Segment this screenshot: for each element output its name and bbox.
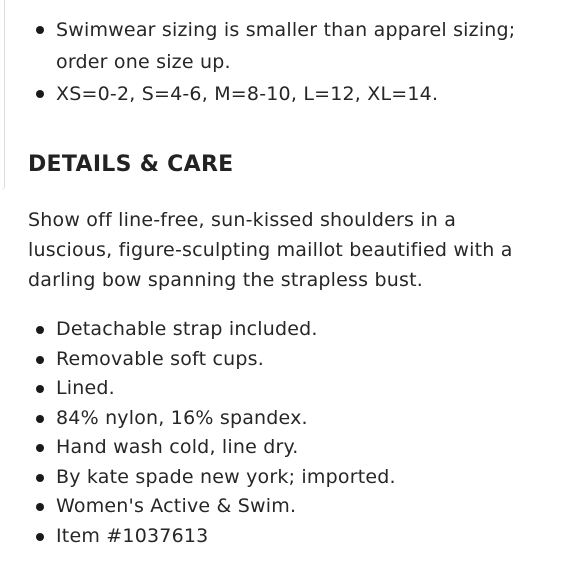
list-item: Item #1037613	[28, 522, 568, 552]
list-item: 84% nylon, 16% spandex.	[28, 404, 568, 434]
features-list	[28, 315, 568, 551]
details-care-heading: DETAILS & CARE	[28, 152, 234, 177]
list-item: Hand wash cold, line dry.	[28, 433, 568, 463]
list-item: Detachable strap included.	[28, 315, 568, 345]
list-item: Lined.	[28, 374, 568, 404]
sizing-notes-list	[28, 14, 568, 110]
product-description: Show off line-free, sun-kissed shoulders in a luscious, figure-sculpting maillot beautified with a darling bow spanning the strapless bust.	[28, 209, 513, 291]
panel-edge	[0, 0, 5, 190]
list-item: Swimwear sizing is smaller than apparel sizing; order one size up.	[28, 14, 568, 78]
list-item: Women's Active & Swim.	[28, 492, 568, 522]
list-item: Removable soft cups.	[28, 345, 568, 375]
list-item: XS=0-2, S=4-6, M=8-10, L=12, XL=14.	[28, 78, 568, 110]
list-item: By kate spade new york; imported.	[28, 463, 568, 493]
